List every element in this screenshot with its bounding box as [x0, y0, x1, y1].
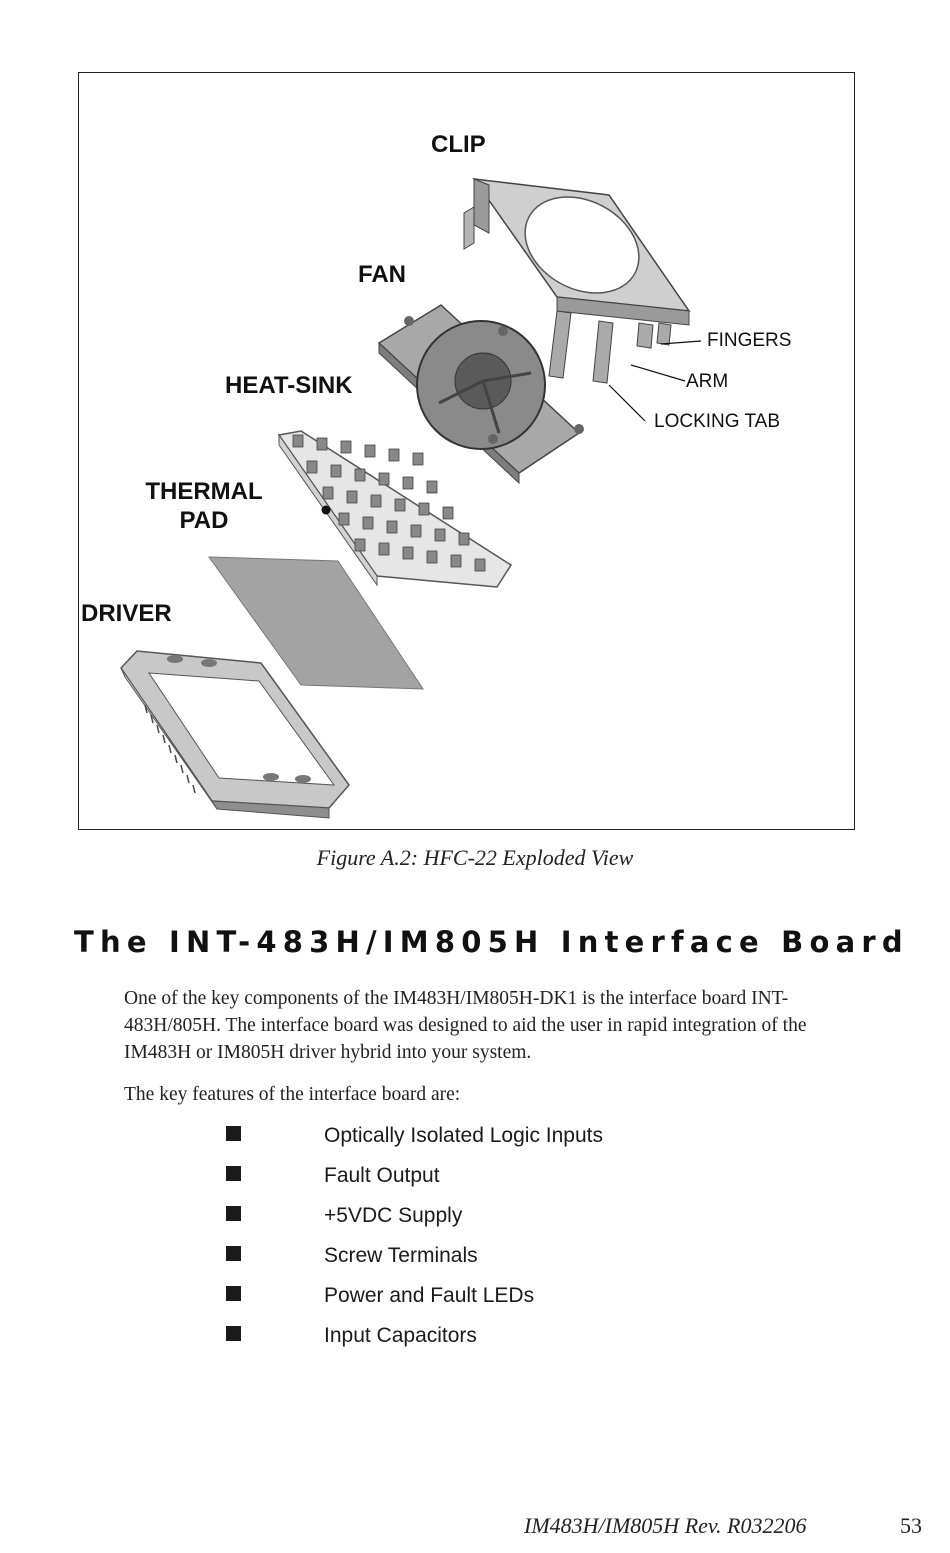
- exploded-view-drawing: [79, 73, 856, 831]
- square-bullet-icon: [226, 1206, 241, 1221]
- feature-text: Optically Isolated Logic Inputs: [324, 1124, 603, 1147]
- intro-line: 483H/805H. The interface board was designed to aid the user in rapid integration of the: [124, 1015, 807, 1036]
- page-number: 53: [900, 1513, 922, 1538]
- exploded-view-figure: [78, 72, 855, 830]
- feature-text: Input Capacitors: [324, 1324, 477, 1347]
- feature-text: Screw Terminals: [324, 1244, 478, 1267]
- thermal-pad-label-line2: PAD: [179, 507, 229, 534]
- arm-callout: ARM: [686, 371, 729, 392]
- driver-label: DRIVER: [81, 600, 172, 627]
- section-title: The INT-483H/IM805H Interface Board: [74, 925, 909, 959]
- square-bullet-icon: [226, 1286, 241, 1301]
- intro-line: IM483H or IM805H driver hybrid into your system.: [124, 1042, 532, 1063]
- intro-line: One of the key components of the IM483H/IM805H-DK1 is the interface board INT-: [124, 988, 789, 1009]
- square-bullet-icon: [226, 1326, 241, 1341]
- square-bullet-icon: [226, 1166, 241, 1181]
- thermal-pad-label-line1: THERMAL: [145, 478, 263, 505]
- intro-paragraph: [124, 985, 914, 1066]
- footer-doc-id: IM483H/IM805H Rev. R032206: [524, 1513, 807, 1538]
- fan-label: FAN: [358, 261, 406, 288]
- square-bullet-icon: [226, 1126, 241, 1141]
- feature-text: Fault Output: [324, 1164, 440, 1187]
- clip-label: CLIP: [431, 131, 486, 158]
- features-intro: The key features of the interface board are:: [124, 1084, 461, 1105]
- feature-text: +5VDC Supply: [324, 1204, 463, 1227]
- heat-sink-label: HEAT-SINK: [225, 372, 353, 399]
- feature-text: Power and Fault LEDs: [324, 1284, 535, 1307]
- fan-illustration: [379, 305, 584, 483]
- figure-caption: Figure A.2: HFC-22 Exploded View: [316, 845, 634, 870]
- fingers-callout: FINGERS: [707, 330, 792, 351]
- square-bullet-icon: [226, 1246, 241, 1261]
- locking-tab-callout: LOCKING TAB: [654, 411, 780, 432]
- thermal-pad-label: [139, 477, 269, 535]
